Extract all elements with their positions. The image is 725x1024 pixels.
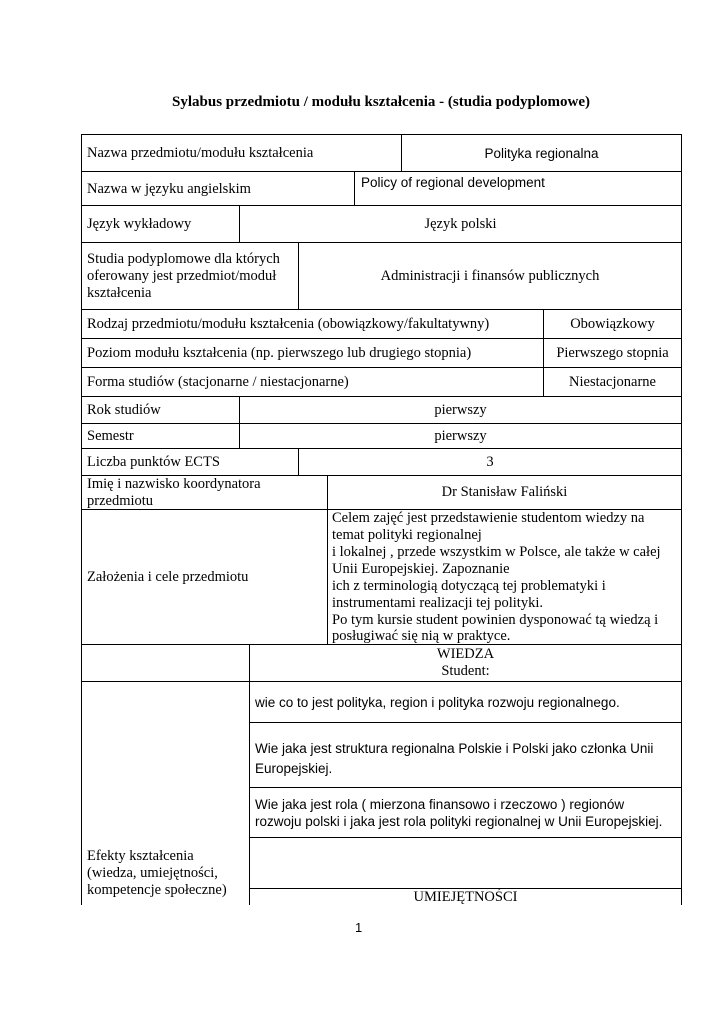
studies-label-line-1: Studia podyplomowe dla których	[87, 251, 280, 267]
semester-value: pierwszy	[434, 428, 487, 444]
ects-label: Liczba punktów ECTS	[87, 454, 220, 470]
knowledge-header: WIEDZA	[436, 646, 495, 662]
outcomes-label-line-2: (wiedza, umiejętności,	[87, 865, 218, 881]
studies-value: Administracji i finansów publicznych	[380, 268, 600, 284]
studies-label-line-2: oferowany jest przedmiot/moduł	[87, 268, 277, 284]
document-title: Sylabus przedmiotu / modułu kształcenia - (studia podyplomowe)	[172, 94, 590, 110]
goals-label: Założenia i cele przedmiotu	[87, 569, 249, 585]
outcome-item: Wie jaka jest rola ( mierzona finansowo i rzeczowo ) regionów	[255, 797, 625, 812]
english-name-value: Policy of regional development	[361, 175, 545, 190]
coordinator-label-line-1: Imię i nazwisko koordynatora	[87, 476, 261, 492]
outcomes-label-line-3: kompetencje społeczne)	[87, 882, 227, 898]
outcome-item: wie co to jest polityka, region i polityka rozwoju regionalnego.	[255, 695, 620, 710]
ects-value: 3	[486, 454, 494, 470]
form-value: Niestacjonarne	[569, 374, 656, 390]
language-value: Język polski	[424, 216, 497, 232]
page-number: 1	[355, 920, 363, 935]
level-label: Poziom modułu kształcenia (np. pierwszego lub drugiego stopnia)	[87, 345, 472, 361]
outcome-item: Wie jaka jest struktura regionalna Polskie i Polski jako członka Unii	[255, 741, 654, 756]
level-value: Pierwszego stopnia	[556, 345, 669, 361]
year-label: Rok studiów	[87, 402, 161, 418]
type-label: Rodzaj przedmiotu/modułu kształcenia (obowiązkowy/fakultatywny)	[87, 316, 490, 332]
skills-header: UMIEJĘTNOŚCI	[413, 889, 518, 905]
outcome-item-cont: rozwoju polski i jaka jest rola polityki regionalnej w Unii Europejskiej.	[255, 814, 663, 829]
studies-label-line-3: kształcenia	[87, 285, 152, 301]
student-label: Student:	[441, 663, 490, 679]
outcome-item-cont: Europejskiej.	[255, 761, 333, 776]
subject-name-label: Nazwa przedmiotu/modułu kształcenia	[87, 145, 314, 161]
english-name-label: Nazwa w języku angielskim	[87, 181, 251, 197]
type-value: Obowiązkowy	[570, 316, 655, 332]
year-value: pierwszy	[434, 402, 487, 418]
outcomes-label-line-1: Efekty kształcenia	[87, 848, 194, 864]
coordinator-label-line-2: przedmiotu	[87, 493, 154, 509]
coordinator-value: Dr Stanisław Faliński	[441, 484, 568, 500]
language-label: Język wykładowy	[87, 216, 192, 232]
form-label: Forma studiów (stacjonarne / niestacjonarne)	[87, 374, 349, 390]
subject-name-value: Polityka regionalna	[484, 146, 599, 161]
semester-label: Semestr	[87, 428, 134, 444]
